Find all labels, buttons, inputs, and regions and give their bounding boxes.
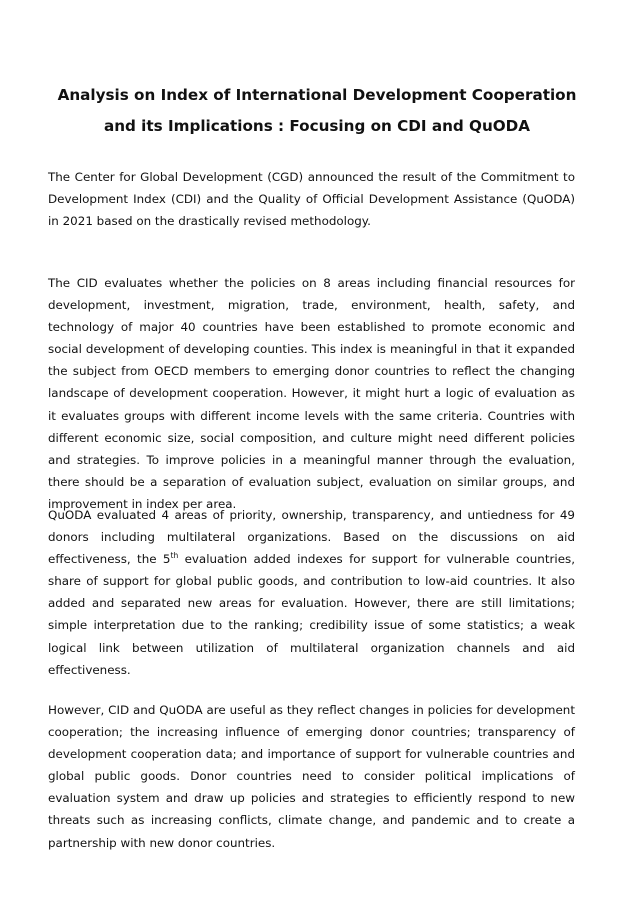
document-title: Analysis on Index of International Development Cooperation and its Implications : Focusing on CDI and QuODA [57,86,577,136]
ordinal-superscript: th [170,551,179,561]
paragraph-quoda-part2: evaluation added indexes for support for vulnerable countries, share of support for global public goods, and contribution to low-aid countries. It also added and separated new areas for evaluation. However, there are still limitations; simple interpretation due to the ranking; credibility issue of some statistics; a weak logical link between utilization of multilateral organization channels and aid effectiveness. [48,552,575,677]
paragraph-conclusion: However, CID and QuODA are useful as they reflect changes in policies for development cooperation; the increasing influence of emerging donor countries; transparency of development cooperation data; and importance of support for vulnerable countries and global public goods. Donor countries need to consider political implications of evaluation system and draw up policies and strategies to efficiently respond to new threats such as increasing conflicts, climate change, and pandemic and to create a partnership with new donor countries. [48,703,575,850]
paragraph-cdi: The CID evaluates whether the policies on 8 areas including financial resources for development, investment, migration, trade, environment, health, safety, and technology of major 40 countries have been established to promote economic and social development of developing counties. This index is meaningful in that it expanded the subject from OECD members to emerging donor countries to reflect the changing landscape of development cooperation. However, it might hurt a logic of evaluation as it evaluates groups with different income levels with the same criteria. Countries with different economic size, social composition, and culture might need different policies and strategies. To improve policies in a meaningful manner through the evaluation, there should be a separation of evaluation subject, evaluation on similar groups, and improvement in index per area. [48,276,575,511]
paragraph-quoda [48,504,575,681]
paragraph-intro: The Center for Global Development (CGD) announced the result of the Commitment to Development Index (CDI) and the Quality of Official Development Assistance (QuODA) in 2021 based on the drastically revised methodology. [48,170,575,229]
paragraph-quoda-part1: QuODA evaluated 4 areas of priority, ownership, transparency, and untiedness for 49 donors including multilateral organizations. Based on the discussions on aid effectiveness, the 5 [48,508,575,567]
